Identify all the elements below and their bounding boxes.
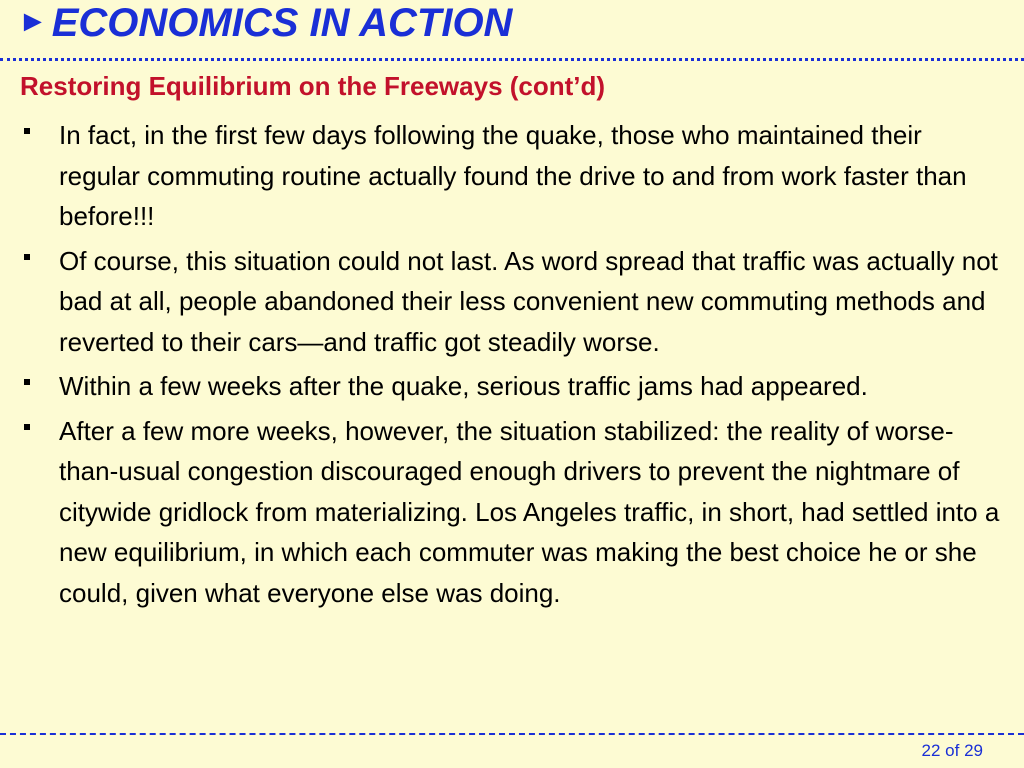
square-bullet-icon [24, 128, 30, 134]
bullet-text: Within a few weeks after the quake, serious traffic jams had appeared. [59, 371, 868, 401]
header-divider [0, 58, 1024, 61]
square-bullet-icon [24, 424, 30, 430]
bullet-item [20, 411, 1000, 614]
slide-title: ECONOMICS IN ACTION [51, 1, 513, 45]
bullet-text: In fact, in the first few days following the quake, those who maintained their regular commuting routine actually found the drive to and from work faster than before!!! [59, 120, 967, 231]
page-number: 22 of 29 [921, 741, 983, 760]
bullet-text: Of course, this situation could not last. As word spread that traffic was actually not bad at all, people abandoned their less convenient new commuting methods and reverted to their cars—and traffic got steadily worse. [59, 245, 998, 357]
bullet-list [20, 115, 1000, 617]
footer-divider [0, 733, 1024, 735]
square-bullet-icon [24, 379, 30, 385]
slide-header [18, 0, 512, 46]
bullet-item [20, 115, 1000, 237]
bullet-item [20, 241, 1000, 363]
square-bullet-icon [24, 254, 30, 260]
bullet-text: After a few more weeks, however, the situation stabilized: the reality of worse-than-usual congestion discouraged enough drivers to prevent the nightmare of citywide gridlock from materializing. Los Angeles traffic, in short, had settled into a new equilibrium, in which each commuter was making the best choice he or she could, given what everyone else was doing. [59, 415, 1000, 608]
bullet-item [20, 366, 1000, 407]
play-arrow-icon: ► [18, 5, 48, 38]
slide-subtitle: Restoring Equilibrium on the Freeways (cont’d) [20, 71, 606, 101]
